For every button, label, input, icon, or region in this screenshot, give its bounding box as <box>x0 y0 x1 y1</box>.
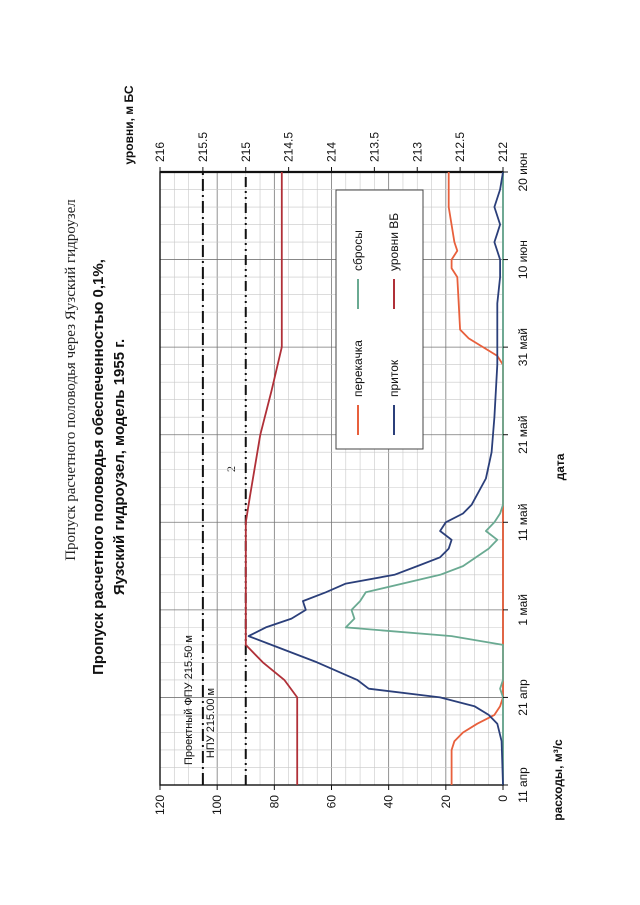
legend-box <box>336 190 423 449</box>
y-tick-label: 80 <box>267 795 282 809</box>
y-tick-label: 0 <box>496 795 510 802</box>
x-tick-label: 10 июн <box>516 240 530 280</box>
y2-tick-label: 213.5 <box>367 131 382 162</box>
y-axis-label: расходы, м³/с <box>551 739 565 821</box>
y2-tick-label: 215 <box>238 141 253 162</box>
y2-axis-label: уровни, м БС <box>122 85 136 165</box>
x-tick-label: 20 июн <box>516 152 530 192</box>
legend-label-discharge: сбросы <box>351 230 365 271</box>
page-number: 2 <box>224 466 238 472</box>
x-tick-label: 11 апр <box>516 767 530 803</box>
chart-title-line2: Яузский гидроузел, модель 1955 г. <box>111 338 128 596</box>
y-tick-label: 120 <box>153 795 167 816</box>
pumping-line <box>449 172 503 785</box>
page-header: Пропуск расчетного половодья через Яузский гидроузел <box>63 199 79 561</box>
x-tick-label: 21 апр <box>516 679 530 716</box>
y-tick-label: 40 <box>381 795 396 809</box>
y2-tick-label: 214.5 <box>281 131 296 162</box>
y2-tick-label: 212.5 <box>453 131 468 162</box>
y2-tick-label: 214 <box>324 141 339 162</box>
x-tick-label: 21 май <box>516 415 530 454</box>
chart-title-line1: Пропуск расчетного половодья обеспеченностью 0,1%, <box>90 259 107 675</box>
y2-tick-label: 215.5 <box>195 131 210 162</box>
y2-tick-label: 212 <box>496 141 510 162</box>
legend-label-pumping: перекачка <box>351 340 365 397</box>
npu-annotation: НПУ 215.00 м <box>205 687 217 759</box>
y-tick-label: 100 <box>210 795 225 816</box>
legend <box>336 190 423 449</box>
legend-label-water-level: уровни ВБ <box>387 212 401 271</box>
x-tick-label: 31 май <box>516 327 530 367</box>
y-tick-label: 20 <box>438 795 453 809</box>
fpu-annotation: Проектный ФПУ 215.50 м <box>183 635 195 765</box>
legend-label-inflow: приток <box>387 359 401 397</box>
y-tick-label: 60 <box>324 795 339 809</box>
y2-tick-label: 216 <box>153 141 167 162</box>
x-axis-label: дата <box>553 453 567 481</box>
x-tick-label: 11 май <box>516 503 530 541</box>
water-level-line <box>246 172 297 785</box>
y2-tick-label: 213 <box>410 141 425 162</box>
x-tick-label: 1 май <box>516 594 530 626</box>
